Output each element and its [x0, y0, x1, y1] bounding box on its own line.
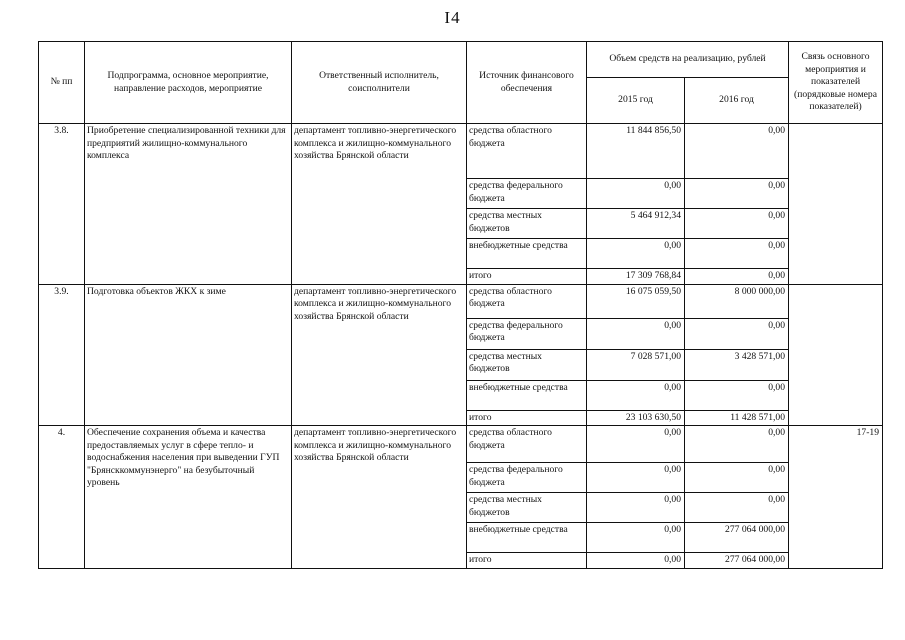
- page-number: I4: [444, 8, 461, 27]
- row-value-2015: 0,00: [587, 380, 685, 410]
- row-source: средства федерального бюджета: [467, 179, 587, 209]
- header-num: № пп: [39, 42, 85, 124]
- row-number: 3.9.: [39, 284, 85, 426]
- row-link: [789, 124, 883, 285]
- row-value-2016: 8 000 000,00: [685, 284, 789, 318]
- header-2016: 2016 год: [685, 78, 789, 124]
- row-link: [789, 284, 883, 426]
- row-value-2015: 0,00: [587, 463, 685, 493]
- row-value-2016: 0,00: [685, 463, 789, 493]
- header-link: Связь основного мероприятия и показателей (порядковые номера показателей): [789, 42, 883, 124]
- row-value-2016: 0,00: [685, 426, 789, 463]
- total-label: итого: [467, 553, 587, 569]
- total-value-2016: 0,00: [685, 269, 789, 285]
- row-source: средства областного бюджета: [467, 284, 587, 318]
- row-value-2016: 277 064 000,00: [685, 523, 789, 553]
- row-source: средства местных бюджетов: [467, 349, 587, 380]
- row-value-2016: 3 428 571,00: [685, 349, 789, 380]
- row-executor: департамент топливно-энергетического комплекса и жилищно-коммунального хозяйства Брянской области: [292, 124, 467, 285]
- row-value-2015: 0,00: [587, 318, 685, 349]
- row-executor: департамент топливно-энергетического комплекса и жилищно-коммунального хозяйства Брянской области: [292, 426, 467, 569]
- row-value-2015: 0,00: [587, 493, 685, 523]
- row-value-2015: 0,00: [587, 179, 685, 209]
- row-value-2016: 0,00: [685, 380, 789, 410]
- row-link: 17-19: [789, 426, 883, 569]
- row-number: 3.8.: [39, 124, 85, 285]
- row-source: средства областного бюджета: [467, 124, 587, 179]
- total-value-2015: 0,00: [587, 553, 685, 569]
- table-row: [39, 124, 883, 179]
- row-source: средства федерального бюджета: [467, 318, 587, 349]
- total-value-2015: 23 103 630,50: [587, 410, 685, 426]
- total-label: итого: [467, 410, 587, 426]
- header-source: Источник финансового обеспечения: [467, 42, 587, 124]
- row-source: внебюджетные средства: [467, 523, 587, 553]
- row-value-2015: 7 028 571,00: [587, 349, 685, 380]
- row-value-2016: 0,00: [685, 493, 789, 523]
- row-value-2015: 0,00: [587, 426, 685, 463]
- header-program: Подпрограмма, основное мероприятие, направление расходов, мероприятие: [85, 42, 292, 124]
- row-value-2016: 0,00: [685, 239, 789, 269]
- row-source: внебюджетные средства: [467, 239, 587, 269]
- header-executor: Ответственный исполнитель, соисполнители: [292, 42, 467, 124]
- total-value-2016: 11 428 571,00: [685, 410, 789, 426]
- table-row: [39, 426, 883, 463]
- funding-table: [38, 41, 883, 569]
- row-source: средства федерального бюджета: [467, 463, 587, 493]
- row-value-2016: 0,00: [685, 209, 789, 239]
- header-funds: Объем средств на реализацию, рублей: [587, 42, 789, 78]
- row-source: внебюджетные средства: [467, 380, 587, 410]
- row-title: Обеспечение сохранения объема и качества предоставляемых услуг в сфере тепло- и водоснабжения населения при выведении ГУП "Брянсккоммунэнерго" на безубыточный уровень: [85, 426, 292, 569]
- total-value-2015: 17 309 768,84: [587, 269, 685, 285]
- header-2015: 2015 год: [587, 78, 685, 124]
- row-value-2016: 0,00: [685, 124, 789, 179]
- row-source: средства местных бюджетов: [467, 493, 587, 523]
- total-label: итого: [467, 269, 587, 285]
- row-value-2015: 5 464 912,34: [587, 209, 685, 239]
- row-value-2016: 0,00: [685, 318, 789, 349]
- row-title: Приобретение специализированной техники для предприятий жилищно-коммунального комплекса: [85, 124, 292, 285]
- row-value-2015: 0,00: [587, 523, 685, 553]
- row-executor: департамент топливно-энергетического комплекса и жилищно-коммунального хозяйства Брянской области: [292, 284, 467, 426]
- row-number: 4.: [39, 426, 85, 569]
- total-value-2016: 277 064 000,00: [685, 553, 789, 569]
- row-source: средства областного бюджета: [467, 426, 587, 463]
- row-value-2015: 0,00: [587, 239, 685, 269]
- table-row: [39, 284, 883, 318]
- row-source: средства местных бюджетов: [467, 209, 587, 239]
- row-value-2015: 11 844 856,50: [587, 124, 685, 179]
- row-value-2015: 16 075 059,50: [587, 284, 685, 318]
- row-title: Подготовка объектов ЖКХ к зиме: [85, 284, 292, 426]
- row-value-2016: 0,00: [685, 179, 789, 209]
